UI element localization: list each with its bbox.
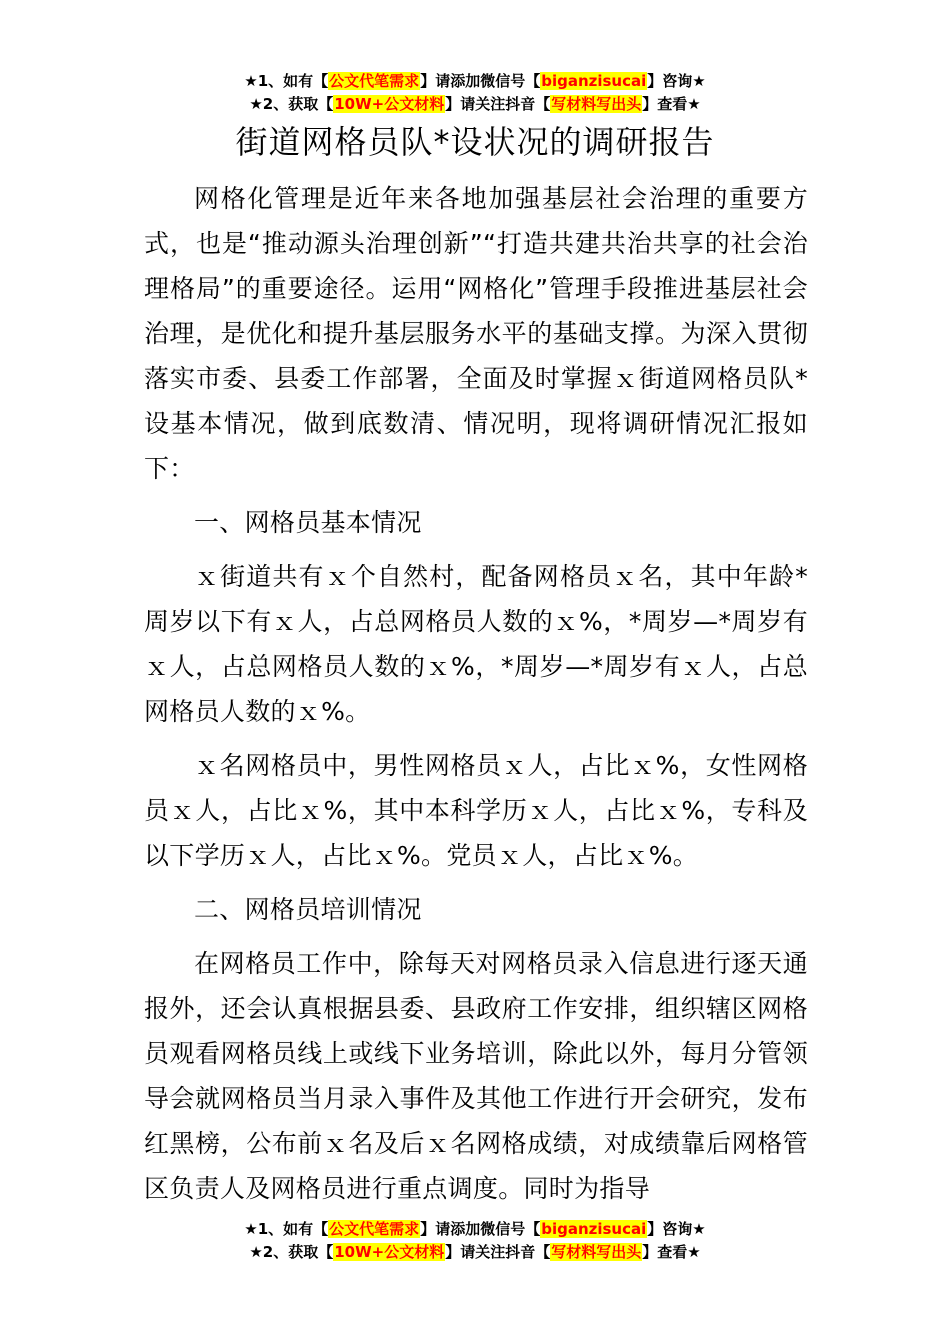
promo-text: 】咨询★ xyxy=(647,1220,706,1238)
promo-highlight: 写材料写出头 xyxy=(551,1243,642,1261)
promo-text: ★2、获取【 xyxy=(249,1243,334,1261)
promo-text: 】查看★ xyxy=(642,1243,701,1261)
paragraph-demographics: ｘ名网格员中，男性网格员ｘ人，占比ｘ%，女性网格员ｘ人，占比ｘ%，其中本科学历ｘ人，占比ｘ%，专科及以下学历ｘ人，占比ｘ%。党员ｘ人，占比ｘ%。 xyxy=(144,751,808,870)
promo-text: ★1、如有【 xyxy=(244,72,329,90)
promo-line-1 xyxy=(0,1218,950,1241)
promo-text: 】请关注抖音【 xyxy=(445,1243,551,1261)
promo-text: 】请添加微信号【 xyxy=(420,1220,541,1238)
paragraph-intro: 网格化管理是近年来各地加强基层社会治理的重要方式，也是“推动源头治理创新”“打造共建共治共享的社会治理格局”的重要途径。运用“网格化”管理手段推进基层社会治理，是优化和提升基层服务水平的基础支撑。为深入贯彻落实市委、县委工作部署，全面及时掌握ｘ街道网格员队*设基本情况，做到底数清、情况明，现将调研情况汇报如下： xyxy=(144,184,808,483)
promo-line-1 xyxy=(0,70,950,93)
promo-text: ★2、获取【 xyxy=(249,95,334,113)
promo-banner-top xyxy=(0,70,950,116)
promo-line-2 xyxy=(0,1241,950,1264)
promo-text: 】查看★ xyxy=(642,95,701,113)
promo-highlight: 写材料写出头 xyxy=(551,95,642,113)
promo-highlight: 10W+公文材料 xyxy=(334,95,445,113)
promo-highlight: 公文代笔需求 xyxy=(329,72,420,90)
promo-line-2 xyxy=(0,93,950,116)
promo-banner-bottom xyxy=(0,1218,950,1264)
section-heading-1: 一、网格员基本情况 xyxy=(194,508,422,537)
promo-highlight: biganzisucai xyxy=(541,1220,647,1238)
promo-highlight: 10W+公文材料 xyxy=(334,1243,445,1261)
promo-text: ★1、如有【 xyxy=(244,1220,329,1238)
paragraph-training: 在网格员工作中，除每天对网格员录入信息进行逐天通报外，还会认真根据县委、县政府工作安排，组织辖区网格员观看网格员线上或线下业务培训，除此以外，每月分管领导会就网格员当月录入事件及其他工作进行开会研究，发布红黑榜，公布前ｘ名及后ｘ名网格成绩，对成绩靠后网格管区负责人及网格员进行重点调度。同时为指导 xyxy=(144,949,808,1203)
promo-highlight: 公文代笔需求 xyxy=(329,1220,420,1238)
promo-text: 】请关注抖音【 xyxy=(445,95,551,113)
promo-highlight: biganzisucai xyxy=(541,72,647,90)
document-title: 街道网格员队*设状况的调研报告 xyxy=(235,123,715,161)
document-body xyxy=(144,176,808,1220)
paragraph-basic-info: ｘ街道共有ｘ个自然村，配备网格员ｘ名，其中年龄*周岁以下有ｘ人，占总网格员人数的ｘ%，*周岁—*周岁有ｘ人，占总网格员人数的ｘ%，*周岁—*周岁有ｘ人，占总网格员人数的ｘ%。 xyxy=(144,562,808,726)
promo-text: 】咨询★ xyxy=(647,72,706,90)
section-heading-2: 二、网格员培训情况 xyxy=(194,895,422,924)
promo-text: 】请添加微信号【 xyxy=(420,72,541,90)
